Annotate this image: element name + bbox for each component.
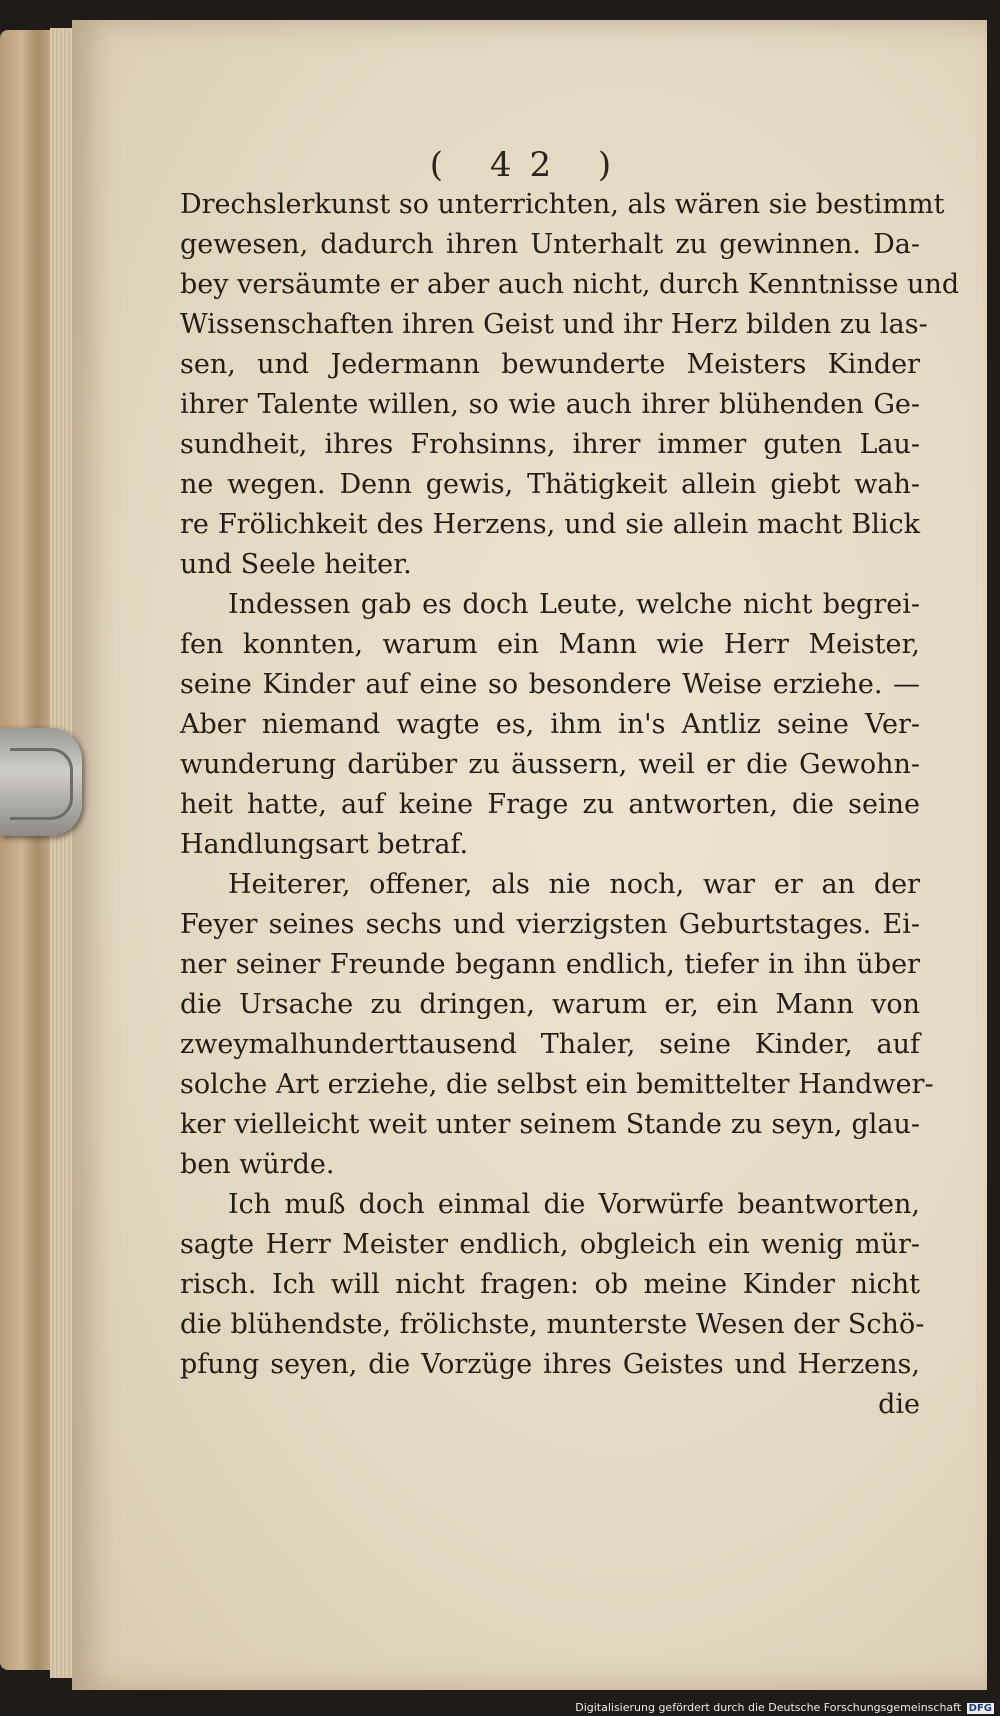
dfg-logo: DFG [968,1703,992,1714]
text-line: pfung seyen, die Vorzüge ihres Geistes und Herzens, [180,1349,920,1380]
text-line: solche Art erziehe, die selbst ein bemittelter Handwer- [180,1069,934,1100]
text-line: Ich muß doch einmal die Vorwürfe beantworten, [228,1189,920,1220]
text-line: seine Kinder auf eine so besondere Weise erziehe. — [180,669,920,700]
text-line: und Seele heiter. [180,549,412,580]
text-line: sagte Herr Meister endlich, obgleich ein wenig mür- [180,1229,920,1260]
text-line: fen konnten, warum ein Mann wie Herr Meister, [180,629,920,660]
text-line: Wissenschaften ihren Geist und ihr Herz bilden zu las- [180,309,928,340]
text-line: wunderung darüber zu äussern, weil er die Gewohn- [180,749,920,780]
text-line: risch. Ich will nicht fragen: ob meine Kinder nicht [180,1269,920,1300]
text-line: die Ursache zu dringen, warum er, ein Mann von [180,989,920,1020]
digitization-credit [575,1701,994,1714]
catchword: die [878,1389,920,1420]
text-line: Feyer seines sechs und vierzigsten Geburtstages. Ei- [180,909,920,940]
text-line: Handlungsart betraf. [180,829,469,860]
text-line: Drechslerkunst so unterrichten, als wären sie bestimmt [180,189,945,220]
text-line: ner seiner Freunde begann endlich, tiefer in ihn über [180,949,920,980]
page-number: ( 42 ) [429,145,630,185]
text-line: die blühendste, frölichste, munterste Wesen der Schö- [180,1309,925,1340]
text-line: sundheit, ihres Frohsinns, ihrer immer guten Lau- [180,429,920,460]
text-line: Aber niemand wagte es, ihm in's Antliz seine Ver- [180,709,920,740]
page-text [180,185,960,1425]
book-clip-wire [10,748,73,820]
text-line: re Frölichkeit des Herzens, und sie allein macht Blick [180,509,920,540]
text-line: Indessen gab es doch Leute, welche nicht begrei- [228,589,920,620]
text-line: ben würde. [180,1149,335,1180]
text-line: sen, und Jedermann bewunderte Meisters Kinder [180,349,920,380]
text-line: heit hatte, auf keine Frage zu antworten, die seine [180,789,920,820]
text-line: Heiterer, offener, als nie noch, war er an der [228,869,920,900]
text-line: zweymalhunderttausend Thaler, seine Kinder, auf [180,1029,920,1060]
text-line: gewesen, dadurch ihren Unterhalt zu gewinnen. Da- [180,229,920,260]
text-line: ker vielleicht weit unter seinem Stande zu seyn, glau- [180,1109,920,1140]
text-line: bey versäumte er aber auch nicht, durch Kenntnisse und [180,269,960,300]
credit-text: Digitalisierung gefördert durch die Deutsche Forschungsgemeinschaft [575,1701,962,1714]
text-line: ihrer Talente willen, so wie auch ihrer blühenden Ge- [180,389,920,420]
text-line: ne wegen. Denn gewis, Thätigkeit allein giebt wah- [180,469,920,500]
